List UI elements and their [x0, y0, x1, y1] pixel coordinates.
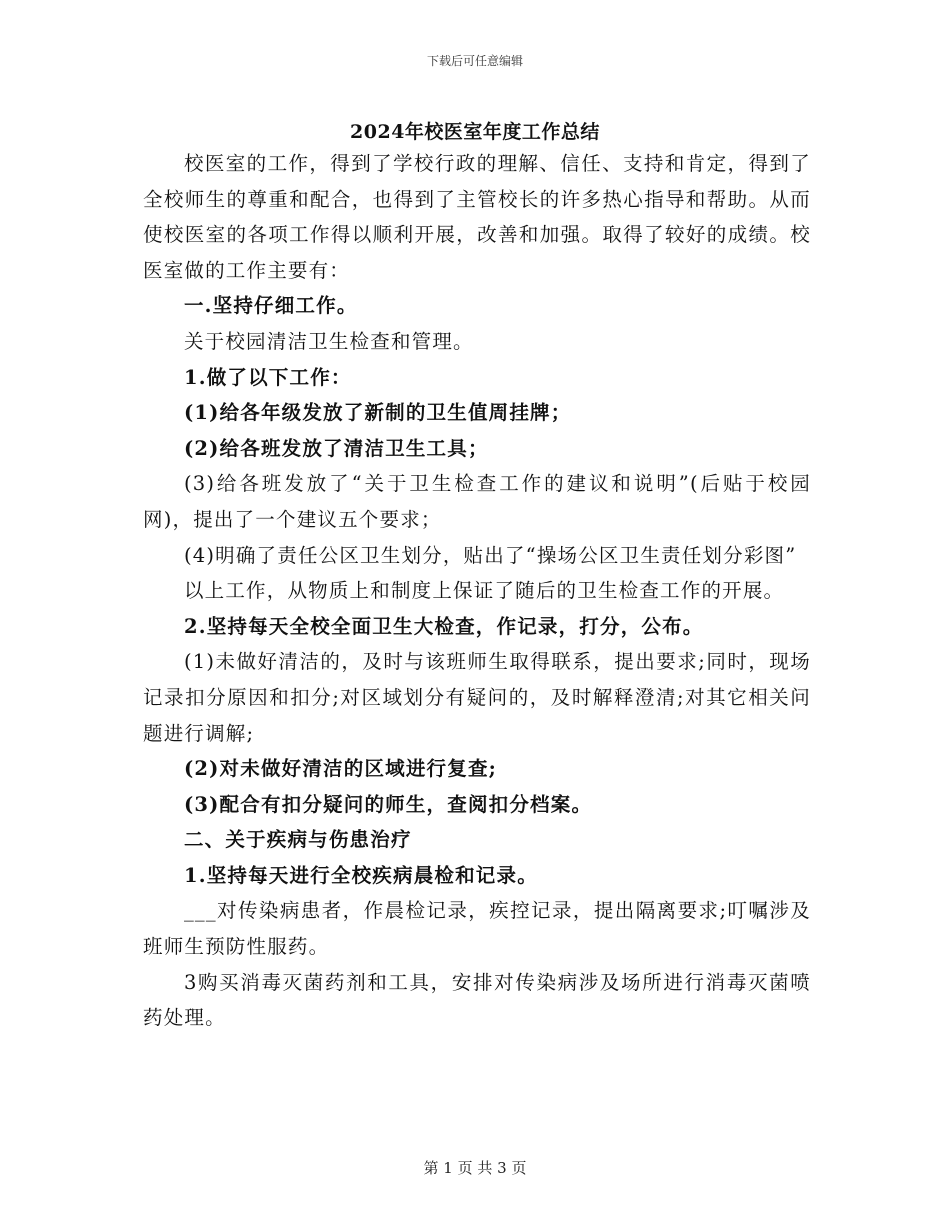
- body-paragraph: (4)明确了责任公区卫生划分，贴出了“操场公区卫生责任划分彩图”: [183, 543, 797, 567]
- page-header-note: 下载后可任意编辑: [426, 54, 523, 68]
- body-paragraph: 关于校园清洁卫生检查和管理。: [183, 329, 474, 353]
- body-paragraph: (1)未做好清洁的，及时与该班师生取得联系，提出要求;同时，现场记录扣分原因和扣分;对区域划分有疑问的，及时解释澄清;对其它相关问题进行调解;: [143, 650, 811, 745]
- body-paragraph: (2)给各班发放了清洁卫生工具；: [183, 436, 489, 460]
- body-paragraph: 1.做了以下工作：: [183, 365, 352, 389]
- body-paragraph: (3)配合有扣分疑问的师生，查阅扣分档案。: [183, 792, 593, 816]
- body-paragraph: (3)给各班发放了“关于卫生检查工作的建议和说明”(后贴于校园网)，提出了一个建议五个要求；: [143, 472, 811, 531]
- body-paragraph: 3购买消毒灭菌药剂和工具，安排对传染病涉及场所进行消毒灭菌喷药处理。: [143, 970, 811, 1030]
- body-paragraph: ___对传染病患者，作晨检记录，疾控记录，提出隔离要求;叮嘱涉及班师生预防性服药。: [143, 899, 811, 959]
- body-paragraph: 2.坚持每天全校全面卫生大检查，作记录，打分，公布。: [183, 614, 704, 638]
- document-body: [143, 146, 811, 1036]
- body-paragraph: 二、关于疾病与伤患治疗: [183, 828, 412, 852]
- page-number: 第 1 页 共 3 页: [423, 1159, 527, 1177]
- body-paragraph: (2)对未做好清洁的区域进行复查;: [183, 757, 498, 781]
- body-paragraph: 以上工作，从物质上和制度上保证了随后的卫生检查工作的开展。: [183, 579, 785, 603]
- document-title: 2024年校医室年度工作总结: [350, 121, 600, 143]
- body-paragraph: 1.坚持每天进行全校疾病晨检和记录。: [183, 863, 538, 887]
- body-paragraph: 一.坚持仔细工作。: [183, 294, 358, 318]
- body-paragraph: (1)给各年级发放了新制的卫生值周挂牌；: [183, 401, 572, 425]
- body-paragraph: 校医室的工作，得到了学校行政的理解、信任、支持和肯定，得到了全校师生的尊重和配合，也得到了主管校长的许多热心指导和帮助。从而使校医室的各项工作得以顺利开展，改善和加强。取得了较好的成绩。校医室做的工作主要有：: [143, 152, 811, 282]
